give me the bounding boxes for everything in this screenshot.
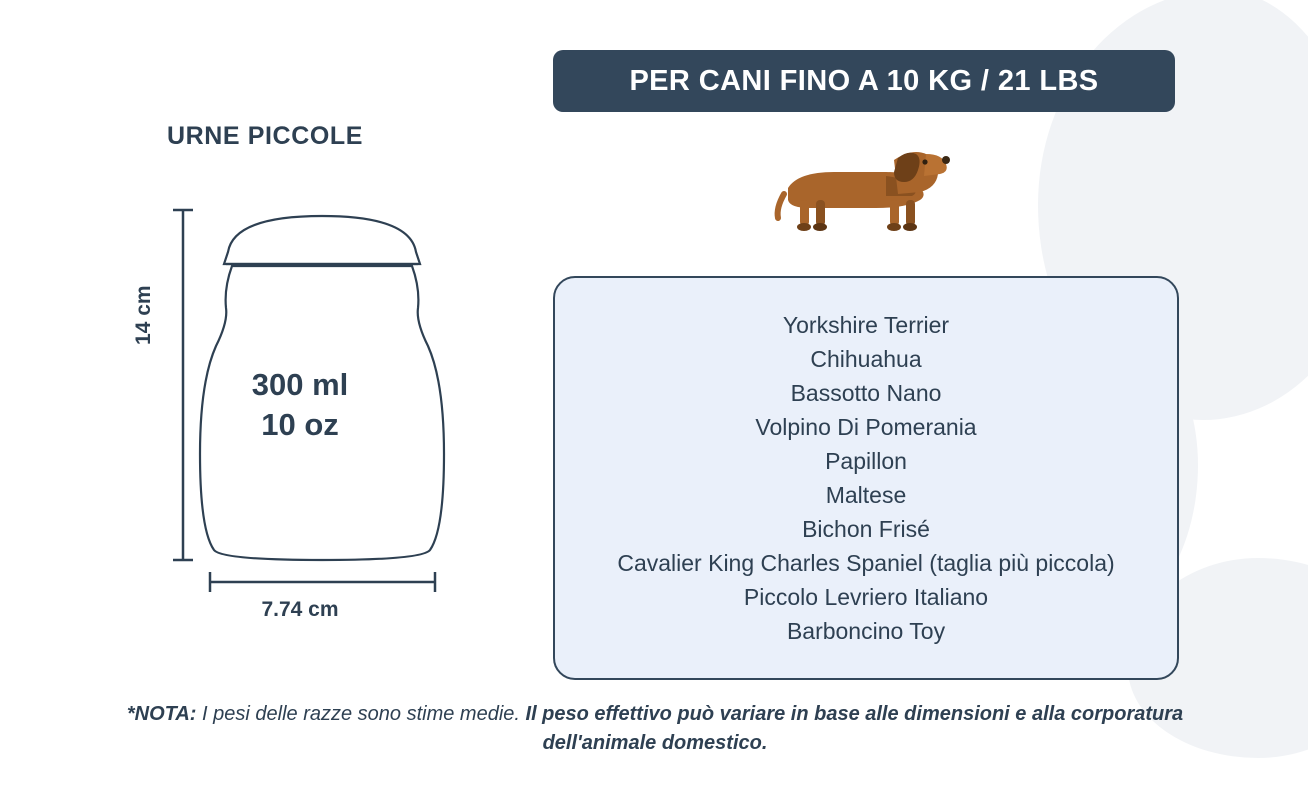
footnote-lead: *NOTA: (126, 703, 197, 725)
footnote-text-bold: Il peso effettivo può variare in base alle dimensioni e alla corporatura dell'animale domestico. (525, 703, 1184, 754)
dog-leg-front-right (906, 200, 915, 226)
list-item: Bassotto Nano (790, 379, 942, 406)
dog-leg-rear-left (800, 200, 809, 226)
list-item: Maltese (825, 482, 907, 508)
dog-paw-2 (813, 223, 827, 231)
breeds-panel (553, 276, 1179, 680)
urn-height-label: 14 cm (132, 285, 155, 345)
list-item: Bichon Frisé (802, 516, 930, 543)
urn-capacity-oz: 10 oz (261, 407, 339, 443)
footnote-text-normal: I pesi delle razze sono stime medie. (196, 703, 526, 725)
weight-range-label: PER CANI FINO A 10 KG / 21 LBS (629, 64, 1099, 97)
list-item: Barboncino Toy (786, 618, 946, 645)
breeds-list (555, 308, 1177, 648)
dog-paw-4 (903, 223, 917, 231)
dog-nose (942, 156, 950, 164)
dog-eye (922, 159, 927, 164)
list-item: Cavalier King Charles Spaniel (taglia più piccola) (617, 550, 1115, 577)
list-item: Piccolo Levriero Italiano (743, 584, 989, 611)
weight-range-banner (553, 50, 1175, 112)
dog-tail (778, 194, 784, 218)
dog-leg-rear-right (816, 200, 825, 226)
list-item: Volpino Di Pomerania (755, 413, 977, 440)
urn-section (0, 0, 530, 700)
urn-capacity (140, 365, 460, 446)
urn-width-label: 7.74 cm (261, 598, 339, 621)
list-item: Papillon (825, 447, 907, 474)
urn-section-title: URNE PICCOLE (166, 122, 364, 150)
urn-lid (224, 216, 420, 264)
dachshund-icon (770, 132, 960, 257)
dog-paw-3 (887, 223, 901, 231)
width-dimension-line (210, 572, 435, 592)
dog-leg-front-left (890, 200, 899, 226)
list-item: Yorkshire Terrier (782, 311, 950, 338)
footnote (120, 700, 1190, 758)
dog-paw-1 (797, 223, 811, 231)
list-item: Chihuahua (810, 345, 922, 372)
dachshund-svg (770, 132, 960, 257)
urn-capacity-ml: 300 ml (251, 367, 349, 402)
